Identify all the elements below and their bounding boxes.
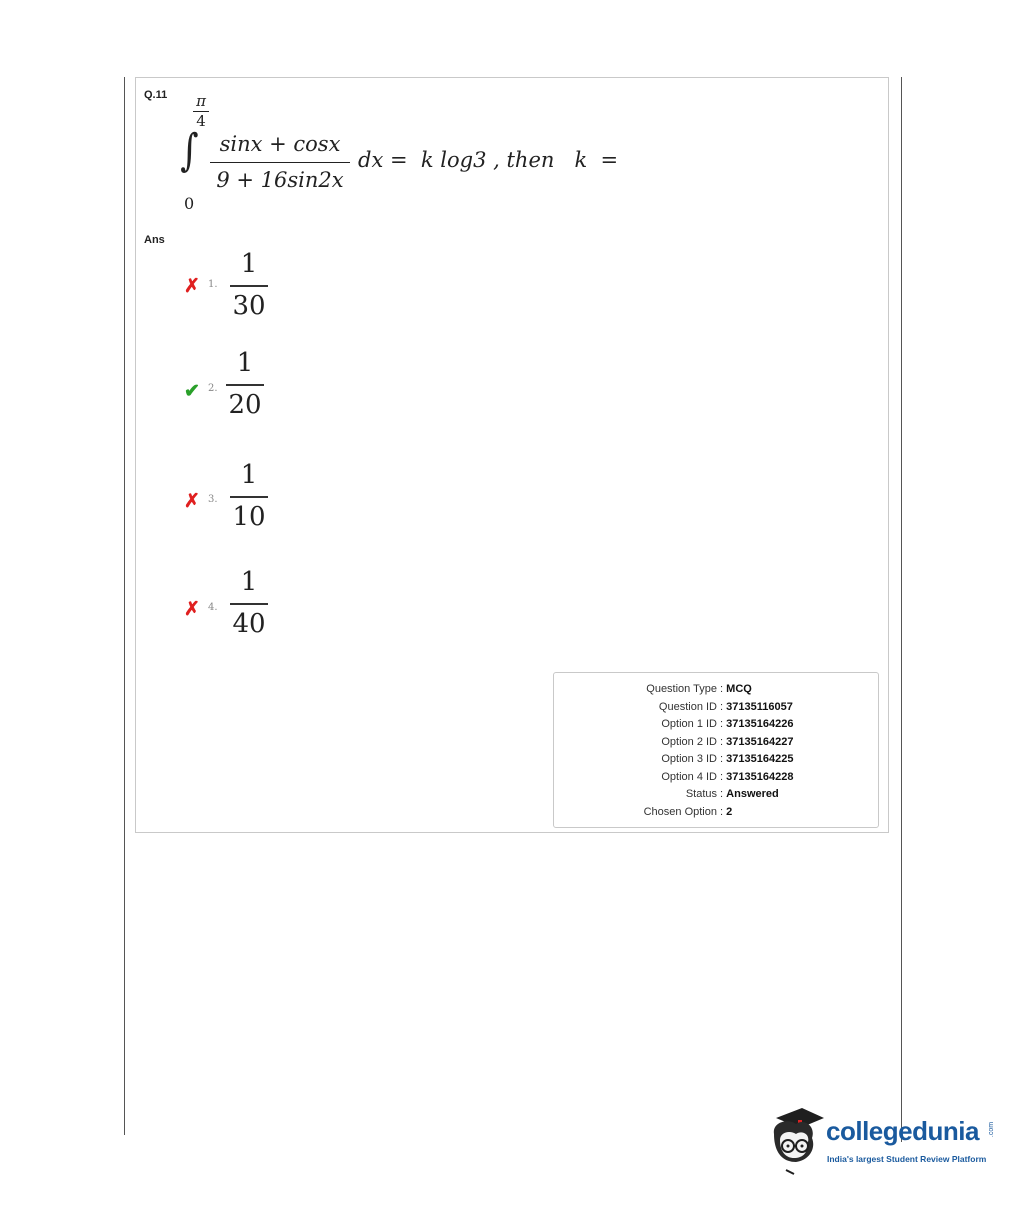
- info-key: Option 4 ID: [661, 770, 717, 783]
- right-page-rule: [901, 77, 902, 1142]
- option-index: 3.: [208, 494, 218, 505]
- option-fraction-bar: [226, 384, 264, 386]
- mascot-icon: [766, 1104, 826, 1179]
- info-value: 37135164228: [726, 770, 794, 783]
- info-key: Option 3 ID: [661, 753, 717, 765]
- collegedunia-logo[interactable]: [766, 1104, 996, 1179]
- left-page-rule: [124, 77, 125, 1135]
- option-denominator: 10: [232, 502, 266, 532]
- info-key: Chosen Option: [643, 805, 717, 818]
- option-2: [184, 347, 304, 427]
- info-value: 37135164225: [726, 753, 794, 765]
- info-key: Status: [685, 788, 717, 800]
- cross-icon: ✗: [184, 490, 200, 512]
- logo-wordmark: collegedunia: [826, 1116, 979, 1146]
- upper-limit-denominator: 4: [196, 112, 206, 130]
- question-card: [135, 77, 889, 833]
- logo-suffix: .com: [988, 1121, 996, 1138]
- integrand-fraction-bar: [210, 162, 350, 163]
- question-number: Q.11: [144, 89, 168, 101]
- option-fraction-bar: [230, 603, 268, 605]
- info-question-id: Question ID : 37135116057: [554, 699, 793, 716]
- integrand-numerator: sinx + cosx: [219, 132, 341, 156]
- option-index: 1.: [208, 279, 218, 290]
- integral-sign: ∫: [180, 125, 199, 176]
- option-numerator: 1: [240, 460, 258, 490]
- info-key: Option 2 ID: [661, 735, 717, 748]
- option-fraction: [228, 248, 270, 321]
- option-fraction: [228, 459, 270, 532]
- info-value: 37135164227: [726, 735, 794, 748]
- integrand-denominator: 9 + 16sin2x: [216, 168, 344, 192]
- cross-icon: ✗: [184, 275, 200, 297]
- option-denominator: 30: [232, 291, 266, 321]
- info-value: MCQ: [726, 683, 752, 695]
- info-value: 37135116057: [726, 700, 793, 713]
- upper-limit-numerator: π: [196, 92, 206, 110]
- option-numerator: 1: [240, 567, 258, 597]
- option-numerator: 1: [240, 249, 258, 279]
- integrand-fraction: [210, 130, 350, 193]
- option-fraction-bar: [230, 496, 268, 498]
- info-option-2-id: Option 2 ID : 37135164227: [554, 734, 793, 751]
- answer-label: Ans: [144, 234, 165, 246]
- info-value: 2: [726, 805, 733, 818]
- info-value: 37135164226: [726, 718, 794, 730]
- info-value: Answered: [726, 788, 779, 800]
- option-fraction: [224, 347, 266, 420]
- question-info-panel: [553, 672, 879, 828]
- option-4: [184, 566, 304, 646]
- cross-icon: ✗: [184, 598, 200, 620]
- option-1: [184, 248, 304, 328]
- info-question-type: Question Type : MCQ: [554, 681, 752, 698]
- option-3: [184, 459, 304, 539]
- lower-limit: 0: [184, 194, 195, 213]
- option-fraction-bar: [230, 285, 268, 287]
- option-denominator: 40: [232, 609, 266, 639]
- option-fraction: [228, 566, 270, 639]
- option-numerator: 1: [236, 348, 254, 378]
- info-status: Status : Answered: [554, 786, 779, 803]
- info-key: Option 1 ID: [661, 718, 717, 730]
- option-index: 2.: [208, 383, 218, 394]
- check-icon: ✔: [184, 380, 200, 402]
- info-key: Question Type: [646, 683, 717, 695]
- info-chosen-option: Chosen Option : 2: [554, 804, 732, 821]
- info-option-1-id: Option 1 ID : 37135164226: [554, 716, 793, 733]
- info-option-4-id: Option 4 ID : 37135164228: [554, 769, 793, 786]
- logo-tagline: India's largest Student Review Platform: [827, 1154, 987, 1164]
- info-key: Question ID: [658, 700, 717, 713]
- option-index: 4.: [208, 602, 218, 613]
- info-option-3-id: Option 3 ID : 37135164225: [554, 751, 793, 768]
- equation-rhs: dx = k log3 , then k =: [358, 148, 619, 172]
- option-denominator: 20: [228, 390, 262, 420]
